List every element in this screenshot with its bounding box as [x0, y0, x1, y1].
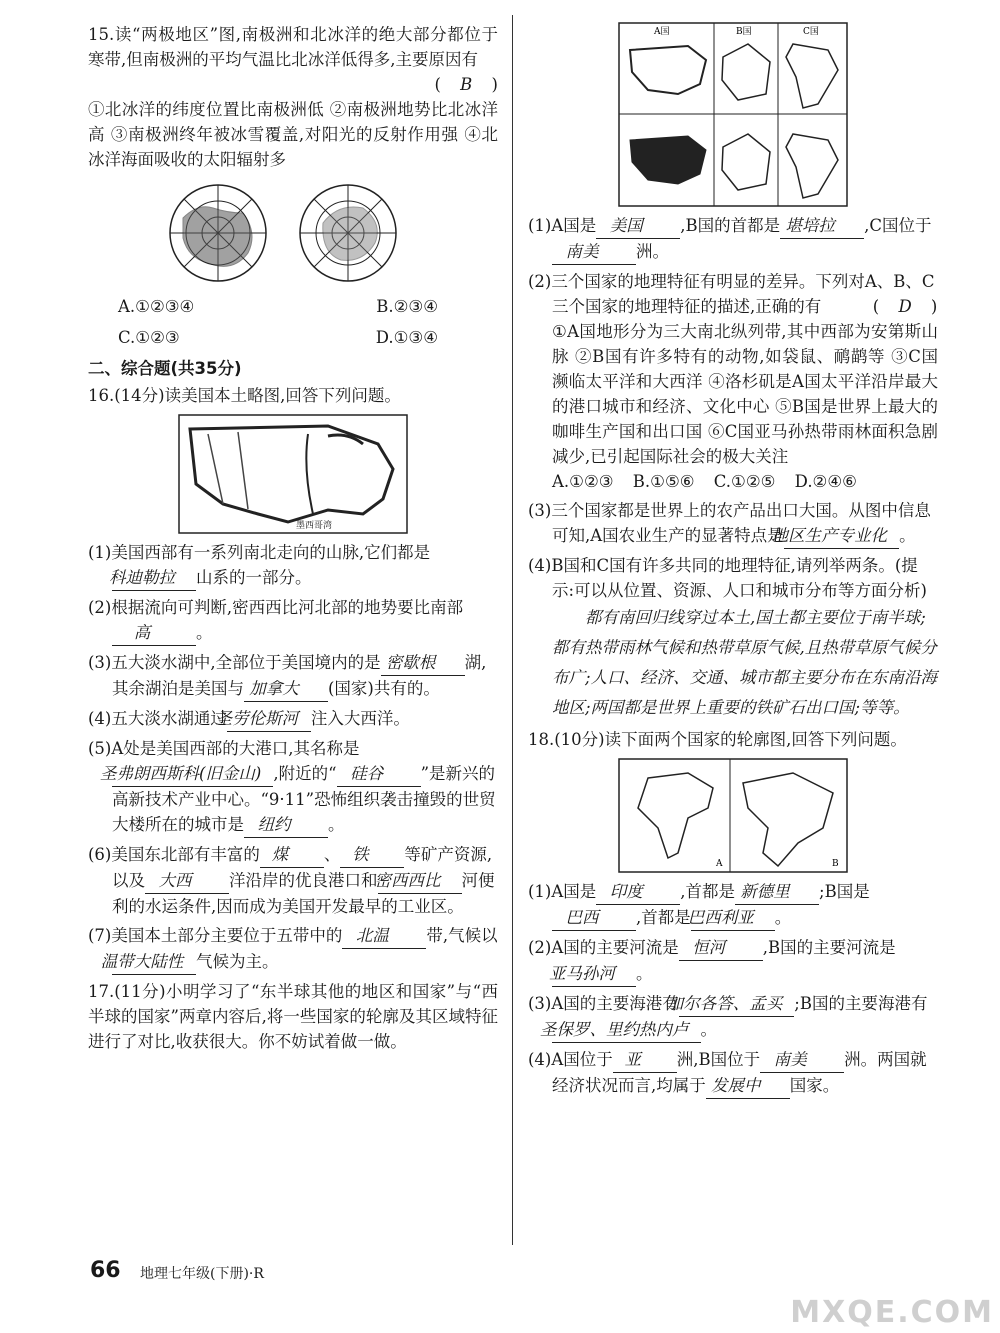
antarctic-map: [300, 185, 396, 281]
right-column: [528, 22, 938, 1099]
q16-answer-5c: 纽约: [244, 812, 328, 838]
q16-answer-3a: 密歇根: [381, 650, 465, 676]
q17-answer-2: D: [898, 297, 912, 316]
q16-answer-6b: 铁: [340, 842, 404, 868]
q16-sub1: (1)美国西部有一系列南北走向的山脉,它们都是科迪勒拉 山系的一部分。: [88, 540, 498, 591]
q15-option-c: C.①②③: [118, 328, 180, 347]
q16-answer-5a: 圣弗朗西斯科(旧金山): [112, 761, 273, 787]
section-heading: 二、综合题(共35分): [88, 359, 242, 378]
q16-answer-5b: 硅谷: [337, 761, 421, 787]
map-label-a: A: [716, 859, 723, 869]
q15-option-b: B.②③④: [376, 297, 438, 316]
q15-statements: ①北冰洋的纬度位置比南极洲低 ②南极洲地势比北冰洋高 ③南极洲终年被冰雪覆盖,对阳光的反射作用强 ④北冰洋海面吸收的太阳辐射多: [88, 100, 498, 169]
panel-label-a: A国: [654, 27, 670, 37]
q17-answer-1c: 南美: [552, 239, 636, 265]
q18-answer-2b: 亚马孙河: [552, 961, 636, 987]
q16-sub6: (6)美国东北部有丰富的 煤 、 铁 等矿产资源,以及 大西 洋沿岸的优良港口和密西西比 河便利的水运条件,因而成为美国开发最早的工业区。: [88, 842, 498, 919]
q15-option-a: A.①②③④: [118, 297, 195, 316]
q15-stem: 15.读“两极地区”图,南极洲和北冰洋的绝大部分都位于寒带,但南极洲的平均气温比北冰洋低得多,主要原因有 ( B ): [88, 25, 498, 94]
q17-answer-3: 地区生产专业化: [784, 523, 900, 549]
usa-map-gulf-label: 墨西哥湾: [296, 521, 333, 531]
q17-sub3: (3)三个国家都是世界上的农产品出口大国。从图中信息可知,A国农业生产的显著特点是地区生产专业化 。: [528, 498, 938, 549]
q15-answer: B: [460, 75, 473, 94]
q16-answer-7b: 温带大陆性: [112, 949, 196, 975]
q17-answer-1a: 美国: [596, 213, 680, 239]
q15-options-row2: [88, 325, 498, 350]
q17-stem: 17.(11分)小明学习了“东半球其他的地区和国家”与“西半球的国家”两章内容后,将一些国家的轮廓及其区域特征进行了对比,收获很大。你不妨试着做一做。: [88, 982, 498, 1051]
panel-label-c: C国: [803, 27, 819, 37]
q18-sub2: (2)A国的主要河流是 恒河 ,B国的主要河流是亚马孙河 。: [528, 935, 938, 987]
page-footer: [90, 1258, 390, 1288]
q16-answer-3b: 加拿大: [244, 676, 328, 702]
q18-answer-1b: 新德里: [735, 879, 819, 905]
q17-sub1: (1)A国是 美国 ,B国的首都是 堪培拉 ,C国位于南美 洲。: [528, 213, 938, 265]
map-label-b: B: [832, 859, 839, 869]
q18-sub4: (4)A国位于 亚 洲,B国位于 南美 洲。两国就经济状况而言,均属于 发展中 国家。: [528, 1047, 938, 1099]
q16-sub3: (3)五大淡水湖中,全部位于美国境内的是 密歇根 湖,其余湖泊是美国与 加拿大 (国家)共有的。: [88, 650, 498, 702]
q18-stem: 18.(10分)读下面两个国家的轮廓图,回答下列问题。: [528, 730, 907, 749]
usa-map-figure: [178, 414, 408, 534]
q18-sub3: (3)A国的主要海港有加尔各答、孟买 ;B国的主要海港有圣保罗、里约热内卢 。: [528, 991, 938, 1043]
india-brazil-outline-figure: [618, 758, 848, 873]
q17-sub4: (4)B国和C国有许多共同的地理特征,请列举两条。(提示:可以从位置、资源、人口和城市分布等方面分析): [528, 556, 927, 600]
left-column: [88, 22, 498, 1054]
q18-answer-1a: 印度: [596, 879, 680, 905]
q18-answer-4a: 亚: [613, 1047, 677, 1073]
q16-answer-6d: 密西西比: [378, 868, 462, 894]
q17-answer-4: 都有南回归线穿过本土,国土都主要位于南半球;都有热带雨林气候和热带草原气候,且热带草原气候分布广;人口、经济、交通、城市都主要分布在东南沿海地区;两国都是世界上重要的铁矿石出口国;等等。: [552, 608, 938, 717]
q15-options-row1: [88, 294, 498, 319]
q18-answer-1c: 巴西: [552, 905, 636, 931]
q18-answer-3b: 圣保罗、里约热内卢: [552, 1017, 701, 1043]
polar-regions-figure: [163, 178, 423, 288]
watermark: MXQE.COM: [790, 1295, 994, 1330]
book-title: 地理七年级(下册)·R: [140, 1266, 264, 1282]
q16-answer-2: 高: [112, 620, 196, 646]
q16-answer-6c: 大西: [145, 868, 229, 894]
q16-sub5: (5)A处是美国西部的大港口,其名称是圣弗朗西斯科(旧金山) ,附近的“ 硅谷 ”是新兴的高新技术产业中心。“9·11”恐怖组织袭击撞毁的世贸大楼所在的城市是 纽约 。: [88, 736, 498, 838]
arctic-map: [170, 185, 266, 281]
q16-answer-7a: 北温: [342, 923, 426, 949]
q17-sub2-statements: ①A国地形分为三大南北纵列带,其中西部为安第斯山脉 ②B国有许多特有的动物,如袋鼠、鸸鹋等 ③C国濒临太平洋和大西洋 ④洛杉矶是A国太平洋沿岸最大的港口城市和经济、文化中心 ⑤B国是世界上最大的咖啡生产国和出口国 ⑥C国亚马孙热带雨林面积急剧减少,已引起国际社会的极大关注: [552, 322, 938, 466]
q18-answer-3a: 加尔各答、孟买: [679, 991, 795, 1017]
q16-sub7: (7)美国本土部分主要位于五带中的 北温 带,气候以温带大陆性 气候为主。: [88, 923, 498, 975]
q17-sub2: (2)三个国家的地理特征有明显的差异。下列对A、B、C三个国家的地理特征的描述,正确的有 ( D ): [528, 272, 938, 316]
q17-answer-1b: 堪培拉: [780, 213, 864, 239]
q15-option-d: D.①③④: [375, 328, 438, 347]
q18-answer-4b: 南美: [760, 1047, 844, 1073]
q18-answer-4c: 发展中: [706, 1073, 790, 1099]
q16-answer-6a: 煤: [260, 842, 324, 868]
q16-answer-1: 科迪勒拉: [112, 565, 196, 591]
page-number: 66: [90, 1258, 121, 1283]
q18-answer-1d: 巴西利亚: [691, 905, 775, 931]
q16-sub2: (2)根据流向可判断,密西西比河北部的地势要比南部高 。: [88, 595, 498, 646]
column-divider: [512, 15, 513, 1245]
country-comparison-figure: [618, 22, 848, 207]
q17-sub2-options: A.①②③ B.①⑤⑥ C.①②⑤ D.②④⑥: [552, 472, 857, 491]
q16-answer-4: 圣劳伦斯河: [227, 706, 311, 732]
q18-answer-2a: 恒河: [679, 935, 763, 961]
q16-stem: 16.(14分)读美国本土略图,回答下列问题。: [88, 386, 401, 405]
q18-sub1: (1)A国是 印度 ,首都是 新德里 ;B国是巴西 ,首都是巴西利亚 。: [528, 879, 938, 931]
panel-label-b: B国: [736, 27, 752, 37]
q16-sub4: (4)五大淡水湖通过圣劳伦斯河 注入大西洋。: [88, 706, 498, 732]
